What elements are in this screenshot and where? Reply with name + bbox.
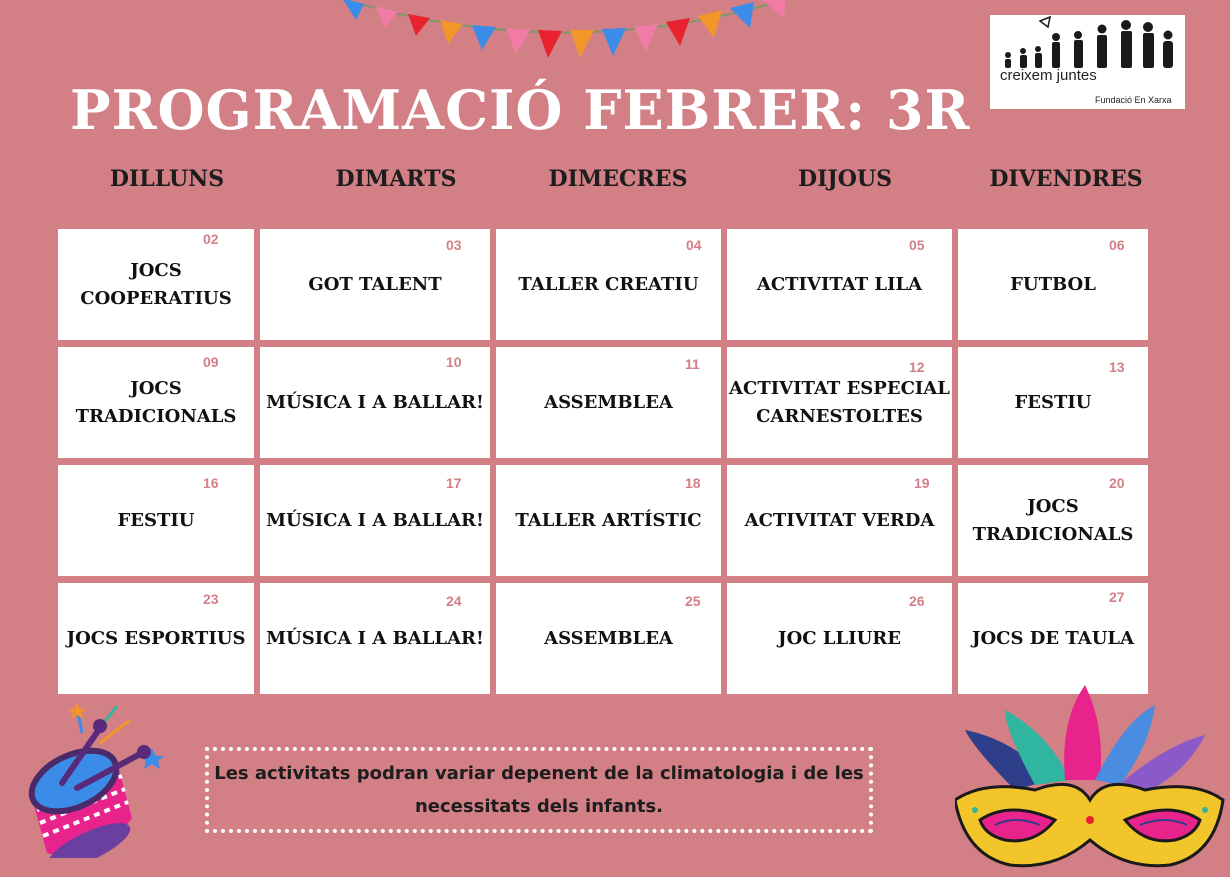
activity-label: JOCS ESPORTIUS [66, 627, 246, 649]
drum-icon [22, 698, 172, 858]
calendar-cell [496, 465, 721, 576]
day-number: 27 [1109, 589, 1125, 605]
day-wednesday: DIMECRES [548, 166, 688, 192]
day-number: 24 [446, 593, 462, 609]
calendar-cell [58, 347, 254, 458]
calendar-cell [958, 465, 1148, 576]
calendar-cell [58, 583, 254, 694]
calendar-cell [496, 583, 721, 694]
activity-label: FUTBOL [1010, 273, 1096, 295]
day-number: 25 [685, 593, 701, 609]
carnival-mask-icon [955, 680, 1225, 875]
day-number: 17 [446, 475, 462, 491]
calendar-cell [260, 583, 490, 694]
day-number: 19 [914, 475, 930, 491]
day-monday: DILLUNS [109, 166, 225, 192]
activity-label: ASSEMBLEA [544, 391, 673, 413]
activity-label: ACTIVITAT ESPECIAL CARNESTOLTES [729, 377, 950, 427]
calendar-cell [496, 229, 721, 340]
logo-name: creixem juntes [1000, 67, 1097, 84]
day-number: 13 [1109, 359, 1125, 375]
activity-label: ACTIVITAT LILA [756, 273, 923, 295]
day-number: 06 [1109, 237, 1125, 253]
day-number: 09 [203, 354, 219, 370]
calendar-cell [260, 465, 490, 576]
calendar-cell [727, 229, 952, 340]
calendar-cell [58, 229, 254, 340]
logo [990, 15, 1185, 109]
activity-label: FESTIU [117, 509, 195, 531]
calendar-cell [958, 583, 1148, 694]
calendar-cell [958, 229, 1148, 340]
calendar-cell [496, 347, 721, 458]
activity-label: ACTIVITAT VERDA [744, 509, 935, 531]
day-tuesday: DIMARTS [335, 166, 457, 192]
activity-label: JOCS COOPERATIUS [80, 259, 232, 309]
activity-label: MÚSICA I A BALLAR! [266, 391, 484, 413]
activity-label: TALLER CREATIU [518, 273, 699, 295]
weekday-header [0, 166, 1230, 196]
calendar-cell [958, 347, 1148, 458]
day-number: 26 [909, 593, 925, 609]
day-friday: DIVENDRES [989, 166, 1143, 192]
activity-label: ASSEMBLEA [544, 627, 673, 649]
activity-label: GOT TALENT [308, 273, 442, 295]
page-title: PROGRAMACIÓ FEBRER: 3R [70, 78, 971, 142]
activity-label: MÚSICA I A BALLAR! [266, 627, 484, 649]
calendar-cell [727, 347, 952, 458]
activity-label: JOCS TRADICIONALS [75, 377, 237, 427]
activity-label: TALLER ARTÍSTIC [515, 509, 702, 531]
calendar-cell [260, 229, 490, 340]
day-number: 16 [203, 475, 219, 491]
disclaimer-note: Les activitats podran variar depenent de la climatologia i de les necessitats dels infants. [205, 747, 873, 833]
day-number: 10 [446, 354, 462, 370]
activity-label: JOC LLIURE [778, 627, 901, 649]
day-number: 11 [685, 356, 700, 372]
day-number: 20 [1109, 475, 1125, 491]
day-number: 04 [686, 237, 702, 253]
day-number: 05 [909, 237, 925, 253]
day-thursday: DIJOUS [797, 166, 893, 192]
calendar-cell [58, 465, 254, 576]
day-number: 03 [446, 237, 462, 253]
activity-label: JOCS DE TAULA [971, 627, 1135, 649]
calendar-cell [727, 583, 952, 694]
day-number: 18 [685, 475, 701, 491]
calendar-cell [727, 465, 952, 576]
logo-foundation: Fundació En Xarxa [1095, 95, 1172, 105]
bunting-decoration [330, 0, 800, 75]
day-number: 23 [203, 591, 219, 607]
day-number: 12 [909, 359, 925, 375]
activity-label: FESTIU [1014, 391, 1092, 413]
calendar-cell [260, 347, 490, 458]
activity-label: MÚSICA I A BALLAR! [266, 509, 484, 531]
activity-label: JOCS TRADICIONALS [972, 495, 1134, 545]
day-number: 02 [203, 231, 219, 247]
